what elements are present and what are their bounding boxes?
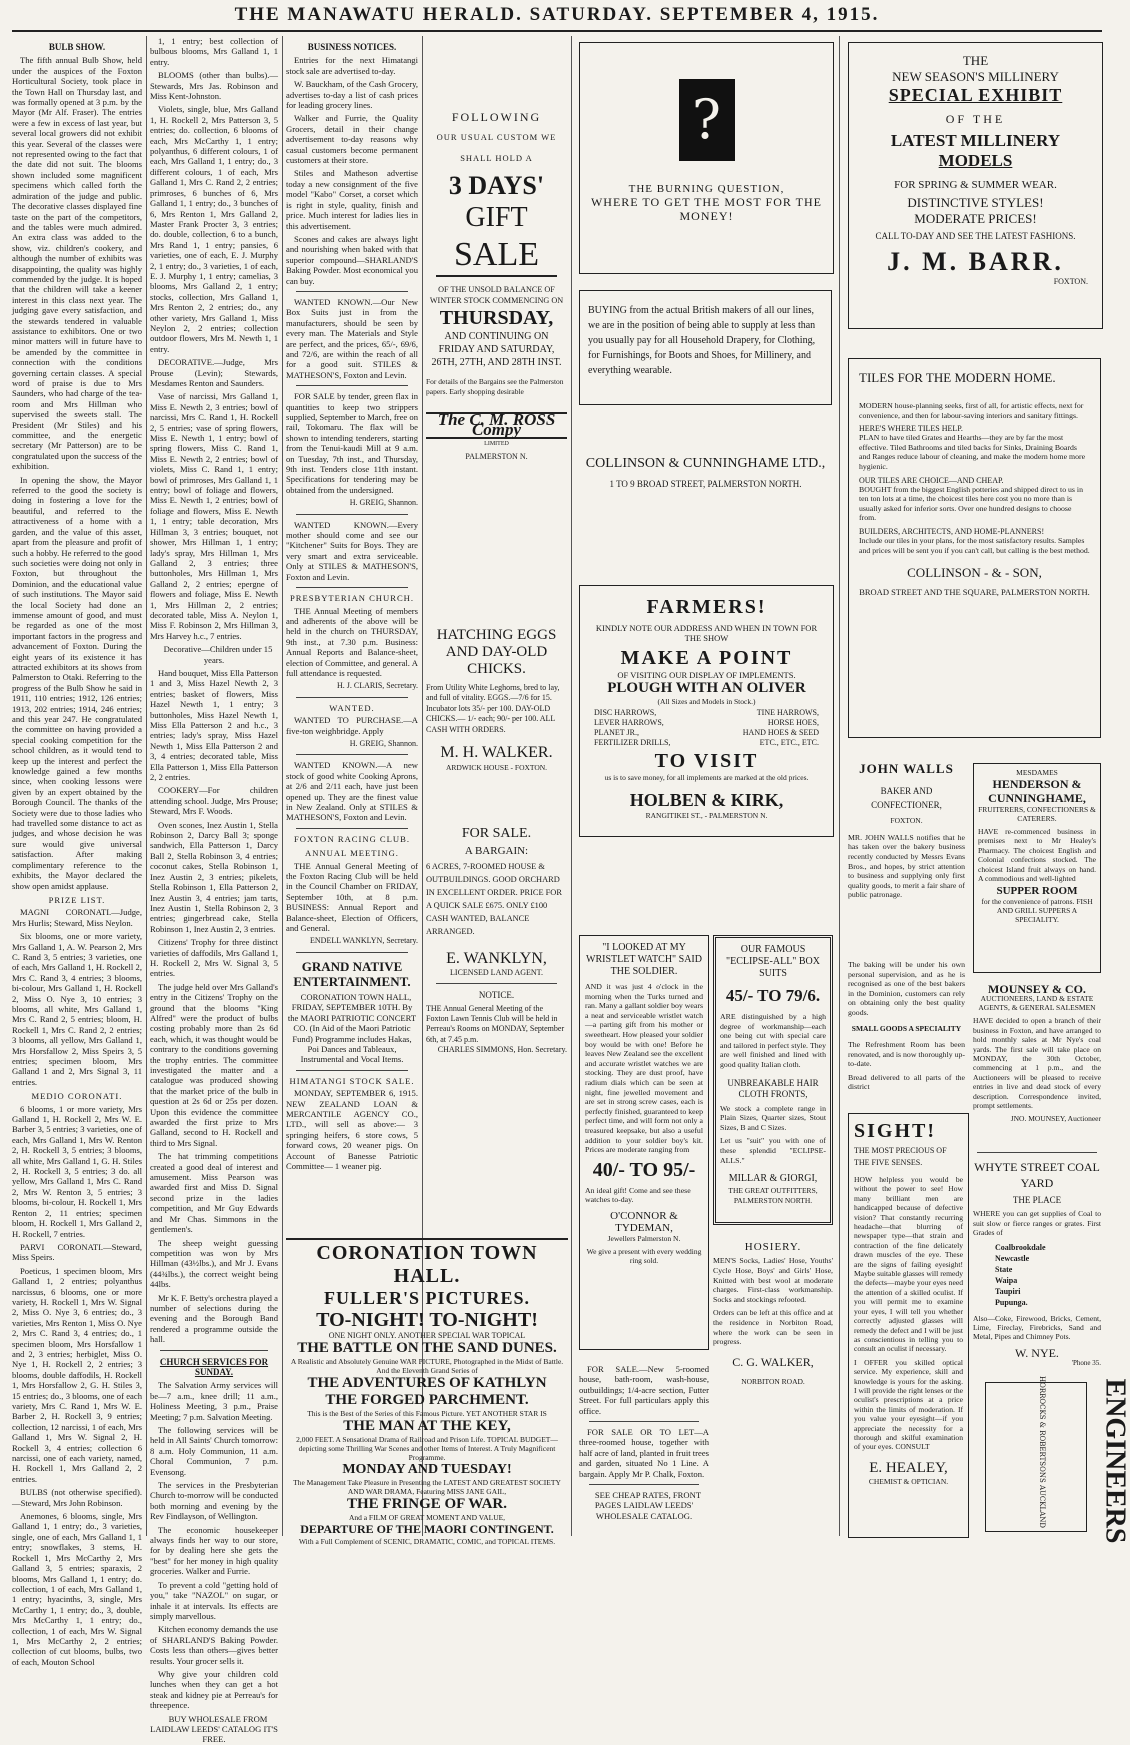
sight-heading: SIGHT! <box>854 1120 937 1142</box>
article-paragraph: The judge held over Mrs Galland's entry in the Citizens' Trophy on the ground that the blooms "King Alfred" were the product of bulbs costing probably more than 2s 6d each, which, it was thought would be contrary to the conditions governing the trophy entries. The committee investigated the matter and a catalogue was produced showing that the market price of the bulb in question at 2s 6d or 25s per dozen. Upon this evidence the committee awarded the first prize to Mrs Galland, second to H. Rockell and third to Mrs Signal. <box>150 981 278 1148</box>
walls-text3: The Refreshment Room has been renovated, and is now thoroughly up-to-date. <box>848 1039 965 1069</box>
coronation-line: This is the Best of the Series of this Famous Picture. YET ANOTHER STAR IS <box>307 1409 547 1418</box>
church-heading: CHURCH SERVICES FOR SUNDAY. <box>159 1356 269 1377</box>
article-paragraph: The fifth annual Bulb Show, held under the auspices of the Foxton Horticultural Society, took place in the Town Hall on Thursday last, and was formally opened at 3 p.m. by the Mayor (Mr Alf. Fraser). The entries were a few in excess of last year, but several local growers did not exhibit this year. Several of the classes were not represented owing to the fact that the date did not suit. The blooms shown included some magnificent specimens which called forth the admiration of the judge and public. The decorative classes displayed fine taste on the part of the competitors, and the tables were much admired. An extra class was added to the show, viz. children's cookery, and although the number of exhibits was disappointing, the quality was highly commended by the judge. It is hoped that the children will take a keener interest in this class next year. The judging gave every satisfaction, and the stewards tendered in valuable assistance to exhibitors. One or two minor matters will in future have to be amended by the committee in connection with the conditions governing certain classes. A special word of praise is due to Mrs Saunders, who had charge of the tea-room and Mrs Hillman who supervised the sweets stall. The President (Mr Stiles) and his committee, and the energetic secretary (Mr Patterson) are to be congratulated upon the success of the exhibition. <box>12 55 142 472</box>
church-paragraph: The following services will be held in All Saints' Church tomorrow: 8 a.m. Holy Communion, 11 a.m. Choral Communion, 7 p.m. Evensong. <box>150 1425 278 1477</box>
article-paragraph: BLOOMS (other than bulbs).—Stewards, Mrs Jas. Robinson and Miss Kent-Johnston. <box>150 70 278 102</box>
signature: ENDELL WANKLYN, Secretary. <box>310 936 418 946</box>
millinery-distinctive: DISTINCTIVE STYLES! <box>907 195 1044 210</box>
classified-ad: FOR SALE by tender, green flax in quantities to keep two strippers supplied, September to March, free on rail, Tokomaru. The flax will be shown to intending tenderers, starting from the Tenui-kaudi Mill at 9 a.m. on Tuesday, 7th inst., and Thursday, 9th inst. Tenders close 11th instant. Specifications for tendering may be obtained from the undersigned. <box>286 391 418 495</box>
walls-text2: The baking will be under his own personal supervision, and as he is recognised as one of the best bakers in the Dominion, customers can rely on obtaining only the best quality goods. <box>848 960 965 1017</box>
article-paragraph: Mr K. F. Betty's orchestra played a number of selections during the evening and the Borough Band rendered a programme outside the hall. <box>150 1292 278 1345</box>
grand-heading: GRAND NATIVE ENTERTAINMENT. <box>293 958 411 989</box>
millinery-special: SPECIAL EXHIBIT <box>888 85 1063 105</box>
implement-item: DISC HARROWS, <box>594 708 657 717</box>
millinery-spring: FOR SPRING & SUMMER WEAR. <box>894 179 1057 191</box>
column-prize-list <box>150 36 278 1745</box>
article-paragraph: COOKERY—For children attending school. Judge, Mrs Prouse; Steward, Mrs F. Woods. <box>150 785 278 817</box>
gift-days: 3 DAYS' <box>448 171 545 201</box>
wanklyn-name: E. WANKLYN, <box>446 950 547 968</box>
coronation-line: With a Full Complement of SCENIC, DRAMATIC, COMIC, and TOPICAL ITEMS. <box>298 1537 556 1546</box>
question-mark-icon: ? <box>580 79 833 161</box>
farmers-make: MAKE A POINT <box>620 647 793 669</box>
article-paragraph: Citizens' Trophy for three distinct varieties of daffodils, Mrs Galland 1, H. Rockell 2, Mrs W. Signal 3, 5 entries. <box>150 937 278 979</box>
implement-item: HORSE HOES, <box>767 718 819 727</box>
tiles-here-text: PLAN to have tiled Grates and Hearths—they are by far the most effective. Tiled Bathrooms and tiled backs for Sinks, Draining Boards and Ranges reduce labour of cleaning, and make the modern home more hygienic. <box>859 433 1086 471</box>
prize-paragraph: Six blooms, one or more variety, Mrs Galland 1, A. W. Pearson 2, Mrs C. Rand 3, 5 entries; 3 varieties, one of each, Mrs Galland 1, H. Rockell 2, Mrs C. Rand 3, 4 entries; 3 blooms, bi-colour, Mrs Galland 1, H. Rockell 2, Miss O. Nye 3, 10 entries; 3 blooms, all white, Mrs Galland 1, Mrs C. Rand 2, 5 entries; bloom, H. Rockell 1, Mrs C. Rand 2, 2 entries; 3 blooms, all yellow, Mrs Galland 1, Mrs Horsfallow 2, Miss Speirs 3, 5 entries; specimen bloom, Mrs Galland 1 and 2, Mrs Signal 3, 11 entries. <box>12 931 142 1087</box>
prize-subheading: MEDIO CORONATI. <box>31 1091 123 1102</box>
millinery-of-the: OF THE <box>945 112 1006 126</box>
coronation-line: And a FILM OF GREAT MOMENT AND VALUE, <box>348 1513 506 1522</box>
article-paragraph: Decorative—Children under 15 years. <box>163 644 273 665</box>
prize-list-heading: PRIZE LIST. <box>48 894 106 905</box>
article-paragraph: In opening the show, the Mayor referred to the good the society is doing in fostering a love for the beautiful, and referred to the attractiveness of a home with a garden, and the value of this asset, apart from the pleasure and profit of such a hobby. He referred to the good such societies were doing not only in Foxton, but throughout the Dominion, and the educational value of such institutions. The Mayor said the local Society had done an immense amount of good, and must be regarded as one of the most important factors in the progress and advancement of Foxton. During the eight years of its existence it has attracted exhibitors at its shows from Palmerston to Otaki. Referring to the progress of the Bulb Show he said in 1911, 110 entries; 1912, 126 entries; 1913, 202 entries; 1914, 246 entries; and this year 247. He congratulated the committee on having provided a special cooking competition for the school children, as it would tend to keep up the interest and perfect the knowledge gained a few months since, when cooking lessons were given by an expert obtained by the Borough Council. The thanks of the Society were due to those ladies who had travelled some distance to act as judges, and whose decision he was sure would give universal satisfaction. After making complimentary reference to the exhibits, the Mayor declared the show open amidst applause. <box>12 474 142 891</box>
eclipse-price: 45/- TO 79/6. <box>725 986 821 1005</box>
john-walls-ad <box>848 760 965 960</box>
classified-ad: THE Annual Meeting of members and adherents of the above will be held in the church on THURSDAY, 9th inst., at 7.30 p.m. Business: Annual Reports and Balance-sheet, election of Committee, and general. A full attendance is requested. <box>286 605 418 678</box>
collinson-ltd-name: COLLINSON & CUNNINGHAME LTD., <box>585 456 826 471</box>
walls-small: SMALL GOODS A SPECIALITY <box>851 1023 962 1033</box>
walls-text: MR. JOHN WALLS notifies that he has taken over the bakery business recently conducted by Messrs Evans Bros., and hopes, by strict attention to business and supplying only first quality goods, to merit a fair share of public patronage. <box>848 832 965 900</box>
forsale-heading: FOR SALE. <box>461 826 532 841</box>
eclipse-text: ARE distinguished by a high degree of workmanship—each one being cut with special care and tailored in perfect style. They are well finished and lined with good quality Italian cloth. <box>720 1012 826 1069</box>
hc-fruiterers: FRUITERERS, CONFECTIONERS & CATERERS. <box>978 805 1096 823</box>
walker-name: M. H. WALKER. <box>440 744 553 762</box>
divider <box>589 1484 699 1485</box>
coal-item: Coalbrookdale <box>995 1242 1046 1252</box>
coronation-fuller: FULLER'S PICTURES. <box>323 1288 531 1308</box>
bargain-text: 6 ACRES, 7-ROOMED HOUSE & OUTBUILDINGS. GOOD ORCHARD IN EXCELLENT ORDER. PRICE FOR A QUICK SALE £675. ONLY £100 CASH WANTED, BALANCE ARRANGED. <box>426 862 562 937</box>
implements-right <box>743 708 819 748</box>
millar-name: MILLAR & GIORGI, <box>728 1173 818 1185</box>
article-paragraph: Violets, single, blue, Mrs Galland 1, H. Rockell 2, Mrs Patterson 3, 5 entries; do. collection, 6 blooms of each, Mrs McCarthy 1, 1 entry; polyanthus, 6 different colours, 1 of each, Mrs Galland 1, 1 entry; do., 3 different colours, 1 of each, Mrs Galland 1, Mrs C. Rand 2, 2 entries; primroses, 6 bunches of 6, Mrs Galland 1, 1 entry; do., 3 bunches of 6, Mrs Renton 1, Mrs Galland 2, Master Frank Procter 3, 3 entries; do. double, collection, 6 to a bunch, Mrs Rand 1, 1 entry; pansies, 6 varieties, one of each, E. J. Murphy 2, 1 entry; do., 3 varieties, 1 of each, E. J. Murphy 1, 1 entry; camelias, 3 blooms, Mrs Galland 2, 1 entry; stocks, collection, Mrs Galland 1, Mrs Renton 2, 2 entries; do., any other variety, Mrs Galland 1, Miss Neylon 2, 2 entries; collection outdoor flowers, Mrs M. Newth 1, 1 entry. <box>150 104 278 354</box>
divider <box>296 1070 408 1071</box>
classified-ad: THE Annual General Meeting of the Foxton Racing Club will be held in the Council Chamber on FRIDAY, September 10th, at 8 p.m. BUSINESS: Annual Report and Balance-sheet, Election of Officers, and General. <box>286 860 418 934</box>
buying-text: BUYING from the actual British makers of all our lines, we are in the position of being able to supply at less than you usually pay for all Household Drapery, for Clothing, for Furnishings, for Boots and Shoes, for Millinery, and everything wearable. <box>588 305 816 376</box>
hatching-heading: HATCHING EGGS AND DAY-OLD CHICKS. <box>436 627 557 677</box>
notice-paragraph: Scones and cakes are always light and nourishing when baked with that superior compound—SHARLAND'S Baking Powder. Most economical you can buy. <box>286 233 418 286</box>
engineers-sub: HORROCKS & ROBERTSONS AUCKLAND <box>1037 1376 1046 1528</box>
signature: H. GREIG, Shannon. <box>349 738 418 748</box>
prize-paragraph: BULBS (not otherwise specified).—Steward, Mrs John Robinson. <box>12 1487 142 1508</box>
classified-ad: WANTED KNOWN.—A new stock of good white Cooking Aprons, at 2/6 and 2/11 each, have just been opened up. They are the finest value in New Zealand. Only at STILES & MATHESON'S, Foxton and Levin. <box>286 760 418 823</box>
church-paragraph: The Salvation Army services will be—7 a.m., knee drill; 11 a.m., Holiness Meeting, 3 p.m., Praise Meeting; 7 p.m. Salvation Meeting. <box>150 1380 278 1422</box>
gift-word: GIFT <box>465 202 528 234</box>
business-heading: BUSINESS NOTICES. <box>307 42 397 52</box>
hosiery-ad <box>713 1240 833 1540</box>
unbreakable-text2: Let us "suit" you with one of these splendid "ECLIPSE-ALLS." <box>720 1136 826 1165</box>
sight-text: HOW helpless you would be without the power to see! How many brilliant men are handicapped because of defective vision? That constantly recurring headache—that blurring of newspaper type—that strain and contraction of the fine delicately drawn muscles of the eye. These are the signs of failing eyesight! Maybe suitable glasses will remedy the defects—maybe your eyes need the attention of a skilled oculist. If you will permit me to examine your eyes, I will tell you whether correctly adjusted glasses will remedy the defect and I will be just as conscientious in telling you to consult an oculist if necessary. <box>854 1175 963 1354</box>
millinery-latest: LATEST MILLINERY <box>890 131 1061 150</box>
notice-paragraph: W. Bauckham, of the Cash Grocery, advertises to-day a list of cash prices for leading grocery lines. <box>286 79 418 111</box>
divider <box>296 514 408 515</box>
coronation-parchment: THE FORGED PARCHMENT. <box>325 1392 529 1408</box>
gift-unsold: OF THE UNSOLD BALANCE OF WINTER STOCK COMMENCING ON <box>429 285 564 305</box>
coronation-tonight: TO-NIGHT! TO-NIGHT! <box>316 1309 538 1331</box>
ross-limited: LIMITED <box>484 440 509 447</box>
coronation-line: 2,000 FEET. A Sensational Drama of Railroad and Prison Life. TOPICAL BUDGET—depicting some Thrilling War Scenes and other Items of Interest. A Truly Magnificent Programme. <box>296 1435 558 1462</box>
divider <box>160 1350 268 1351</box>
tiles-ad <box>848 358 1101 738</box>
implement-item: TINE HARROWS, <box>756 708 819 717</box>
engineers-ad <box>985 1376 1130 1544</box>
church-paragraph: Kitchen economy demands the use of SHARLAND'S Baking Powder. Costs less than others—gives better results. Your grocer sells it. <box>150 1624 278 1666</box>
engineers-title: ENGINEERS <box>1099 1378 1130 1544</box>
classified-ad: SEE CHEAP RATES, FRONT PAGES LAIDLAW LEEDS' WHOLESALE CATALOG. <box>594 1490 702 1521</box>
divider <box>977 1152 1097 1153</box>
healey-sub: CHEMIST & OPTICIAN. <box>868 1476 949 1486</box>
gift-sale-word: SALE <box>436 235 557 277</box>
gift-details: For details of the Bargains see the Palmerston papers. Early shopping desirable <box>426 377 564 397</box>
coronation-battle: THE BATTLE ON THE SAND DUNES. <box>297 1340 557 1356</box>
millinery-ad <box>848 42 1103 329</box>
prize-paragraph: Anemones, 6 blooms, single, Mrs Galland 1, 1 entry; do., 3 varieties, single, one of each, Mrs Galland 1, 1 entry; snowflakes, 3 stems, H. Rockell 1, Mrs McCarthy 2, Mrs Galland 3, 5 entries; sparaxis, 2 blooms, Mrs Galland 1, 1 entry; do. collection, 1 of each, Mrs Galland 1, 1 entry; hyacinths, 3, single, Mrs McCarthy 1, 1 entry; do., 3, double, Mrs McCarthy 1, 1 entry; do., collection, 1 of each, Mrs W. Signal 1, Mrs McCarthy 2, 2 entries; collection of cut blooms, bulbs, two of each, Mouton School <box>12 1511 142 1667</box>
farmers-kindly: KINDLY NOTE OUR ADDRESS AND WHEN IN TOWN FOR THE SHOW <box>595 623 818 643</box>
coronation-line: The Management Take Pleasure in Presenting the LATEST AND GREATEST SOCIETY AND WAR DRAMA, Featuring MISS JANE GAIL, <box>293 1478 561 1496</box>
collinson-son-address: BROAD STREET AND THE SQUARE, PALMERSTON NORTH. <box>859 587 1090 598</box>
church-paragraph: The economic housekeeper always finds her way to our store, for by dealing here she gets the "best" for her money in high quality groceries. Walker and Furrie. <box>150 1524 278 1577</box>
coal-place: THE PLACE <box>1012 1195 1062 1205</box>
mounsey-sub: AUCTIONEERS, LAND & ESTATE AGENTS, & GENERAL SALESMEN <box>978 994 1096 1013</box>
hosiery-text2: Orders can be left at this office and at the residence in Norbiton Road, where the work can be seen in progress. <box>713 1308 833 1347</box>
cg-walker-name: C. G. WALKER, <box>732 1354 814 1369</box>
church-paragraph: To prevent a cold "getting hold of you," take "NAZOL" on sugar, or inhale it at intervals. Its effects are simply marvellous. <box>150 1579 278 1621</box>
implement-item: HAND HOES & SEED <box>742 728 819 737</box>
wanted-heading: WANTED. <box>329 702 375 713</box>
farmers-visit: TO VISIT <box>654 750 759 772</box>
prize-paragraph: PARVI CORONATI.—Steward, Miss Speirs. <box>12 1241 142 1263</box>
nye-name: W. NYE. <box>1015 1345 1059 1360</box>
hc-supper-sub: for the convenience of patrons. FISH AND GRILL SUPPERS A SPECIALITY. <box>981 897 1093 925</box>
henderson-ad <box>973 763 1101 973</box>
farmers-plough: PLOUGH WITH AN OLIVER <box>607 680 806 696</box>
article-paragraph: The hat trimming competitions created a good deal of interest and amusement. Miss Pearson was awarded first and Miss D. Signal second prize in the ladies competition, and Mr Guy Edwards and Mr Chas. Simmons in the gentlemen's. <box>150 1151 278 1235</box>
walls-text4: Bread delivered to all parts of the district <box>848 1072 965 1092</box>
column-rule <box>839 36 840 1536</box>
classified-ad: FOR SALE.—New 5-roomed house, bath-room, wash-house, outbuildings; 1/4-acre section, Futter Street. For full particulars apply this office. <box>579 1364 709 1416</box>
presbyterian-heading: PRESBYTERIAN CHURCH. <box>289 593 415 604</box>
hosiery-heading: HOSIERY. <box>744 1241 802 1253</box>
healey-name: E. HEALEY, <box>869 1459 948 1476</box>
millinery-models: MODELS <box>938 151 1013 170</box>
watch-heading: "I LOOKED AT MY WRISTLET WATCH" SAID THE SOLDIER. <box>586 942 702 977</box>
tiles-heading: TILES FOR THE MODERN HOME. <box>859 370 1056 385</box>
barr-foxton: FOXTON. <box>1053 277 1088 286</box>
coal-item: Taupiri <box>995 1286 1021 1296</box>
buying-ad <box>579 290 832 405</box>
oconnor-note: We give a present with every wedding ring sold. <box>586 1246 702 1265</box>
watch-text: AND it was just 4 o'clock in the morning when the Turks turned and ran. Many a gallant soldier boy wears a neat and serviceable wristlet watch—a parting gift from his mother or sweetheart. How pleased your soldier boy would be with one! Before he leaves New Zealand see the excellent and accurate wristlet watches we are stocking. They are dust proof, have radium dials which can be seen at night, fine jewelled movement and are set in strong screw cases, each is perfectly finished, guaranteed to keep perfect time, and will form not only a treasured keepsake, but also a useful addition to your soldier boy's kit. Prices are moderate ranging from <box>585 982 703 1155</box>
signature: H. J. CLARIS, Secretary. <box>336 681 418 691</box>
tiles-choice: OUR TILES ARE CHOICE—AND CHEAP. <box>859 475 1004 485</box>
classified-ad: WANTED TO PURCHASE.—A five-ton weighbridge. Apply <box>286 715 418 736</box>
coronation-heading: CORONATION TOWN HALL. <box>286 1238 568 1288</box>
church-paragraph: Why give your children cold lunches when they can get a hot steak and kidney pie at Perreau's for threepence. <box>150 1668 278 1711</box>
gift-continue: AND CONTINUING ON FRIDAY AND SATURDAY, 26TH, 27TH, AND 28TH INST. <box>431 331 562 369</box>
sight-ad <box>848 1113 969 1538</box>
oconnor-sub: Jewellers Palmerston N. <box>607 1233 681 1243</box>
coal-list <box>973 1242 1101 1308</box>
notice-text: THE Annual General Meeting of the Foxton Lawn Tennis Club will be held in Perreau's Rooms on MONDAY, September 6th, at 7.45 p.m. <box>426 1003 565 1044</box>
watch-price: 40/- TO 95/- <box>592 1158 696 1181</box>
column-rule <box>282 36 283 1536</box>
implement-item: PLANET JR., <box>594 728 639 737</box>
prize-paragraph: MAGNI CORONATI.—Judge, Mrs Hurlis; Steward, Miss Neylon. <box>12 907 142 928</box>
church-paragraph: BUY WHOLESALE FROM LAIDLAW LEEDS' CATALOG IT'S FREE. <box>150 1713 278 1745</box>
church-paragraph: The services in the Presbyterian Church to-morrow will be conducted both morning and evening by the Rev Findlayson, of Wellington. <box>150 1480 278 1522</box>
article-paragraph: The sheep weight guessing competition was won by Mrs Hillman (43½lbs.), and Mr J. Evans (44¾lbs.), the correct weight being 44lbs. <box>150 1237 278 1290</box>
racing-subheading: ANNUAL MEETING. <box>305 848 399 859</box>
divider <box>296 697 408 698</box>
ross-logo: The C. M. ROSS Compy <box>426 412 567 439</box>
column-rule <box>146 36 147 1536</box>
farmers-heading: FARMERS! <box>646 596 767 618</box>
implement-item: FERTILIZER DRILLS, <box>594 738 671 747</box>
coal-item: State <box>995 1264 1013 1274</box>
article-paragraph: Vase of narcissi, Mrs Galland 1, Miss E. Newth 2, 3 entries; bowl of narcissi, Mrs C. Rand 1, H. Rockell 2, 5 entries; vase of spring flowers, Miss E. Newth 1, 1 entry; bowl of spring flowers, Miss C. Rand 1, Miss E. Newth 2, 2 entries; bowl of violets, Miss C. Rand 1, 1 entry; bowl of primroses, Mrs Galland 1, 1 entry; bowl of foliage and flowers, Miss E. Newth 1, 2 entries; bowl of foliage and flowers, Miss E. Newth 1, 1 entry; table decoration, Mrs Hillman 3, 3 entries; bouquet, not shower, Mrs Hillman 1, 1 entry; lady's spray, Mrs Hillman 1, Mrs Galland 2, 3 entries; three buttonholes, Mrs Hillman 1, Mrs Galland 2, 2 entries; epergne of flowers and foliage, Miss E. Newth 1, Mrs Hillman 2, 2 entries; decorated table, Miss A. Neylon 1, Miss F. Robinson 2, Mrs Hillman 3, Mrs Harvey h.c., 7 entries. <box>150 391 278 641</box>
mounsey-name: MOUNSEY & CO. <box>988 982 1086 996</box>
sight-text2: I OFFER you skilled optical service. My experience, skill and knowledge is yours for the asking. I will provide the right lenses or the oculist's prescriptions at a price within the limits of moderation. If you value your eyesight—if you appreciate the necessity for a thorough and skilful examination of your eyes. CONSULT <box>854 1357 963 1452</box>
collinson-ltd-address: 1 TO 9 BROAD STREET, PALMERSTON NORTH. <box>609 479 802 489</box>
gift-following: FOLLOWING <box>451 110 542 124</box>
ross-palmerston: PALMERSTON N. <box>465 452 528 462</box>
farmers-display: OF VISITING OUR DISPLAY OF IMPLEMENTS. <box>617 670 796 680</box>
farmers-plough-sub: (All Sizes and Models in Stock.) <box>657 697 756 706</box>
wanklyn-title: LICENSED LAND AGENT. <box>450 967 543 977</box>
john-walls-ad-cont <box>848 960 965 1105</box>
coronation-line: A Realistic and Absolutely Genuine WAR PICTURE, Photographed in the Midst of Battle. And the Eleventh Grand Series of <box>290 1357 564 1375</box>
hc-text: HAVE re-commenced business in premises next to Mr Healey's Pharmacy. The choicest English and Colonial confections stocked. The choicest Island fruit always on hand. A commodious and well-lighted <box>978 827 1096 884</box>
divider <box>296 952 408 953</box>
mounsey-text: HAVE decided to open a branch of their business in Foxton, and have arranged to hold monthly sales at Mr Nye's coal yards. The first sale will take place on MONDAY, the 30th October, commencing at 1 p.m., and the Auctioneers will be pleased to receive entries in live and dead stock of every description. Correspondence invited, prompt settlements. <box>973 1016 1101 1111</box>
hc-supper: SUPPER ROOM <box>996 885 1078 898</box>
farmers-ad <box>579 585 834 837</box>
barr-name: J. M. BARR. <box>887 247 1064 276</box>
millinery-the: THE <box>962 53 989 68</box>
classified-ad: FOR SALE OR TO LET—A three-roomed house, together with half acre of land, planted in fruit trees and garden, situated No 1 Line. A bargain. Apply Mr P. Chalk, Foxton. <box>579 1427 709 1479</box>
coal-also: Also—Coke, Firewood, Bricks, Cement, Lime, Fireclay, Firebricks, Sand and Metal, Pipes and Chimney Pots. <box>973 1313 1101 1342</box>
gift-thursday: THURSDAY, <box>439 307 554 330</box>
classified-ad: WANTED KNOWN.—Our New Box Suits just in from the manufacturers, should be seen by every man. The Materials and Style are perfect, and the prices, 65/-, 69/6, and 72/6, are within the reach of all for a good suit. STILES & MATHESON'S, Foxton and Levin. <box>286 296 418 380</box>
signature: H. GREIG, Shannon. <box>349 498 418 508</box>
oconnor-name: O'CONNOR & TYDEMAN, <box>610 1209 678 1234</box>
notice-heading: NOTICE. <box>478 990 515 1001</box>
divider <box>296 291 408 292</box>
column-bulb-show <box>12 36 142 1667</box>
article-paragraph: Hand bouquet, Miss Ella Patterson 1 and 3, Miss Hazel Newth 2, 3 entries; basket of flowers, Miss Hazel Newth 1, 1 entry; 3 buttonholes, Miss Hazel Newth 1, Miss Ella Patterson 2 and h.c., 3 entries; lady's spray, Miss Hazel Newth 1, Miss Ella Patterson 2 and 3, 4 entries; decorated table, Miss Ella Patterson 1, Miss Ella Patterson 2, 2 entries. <box>150 667 278 783</box>
article-heading: BULB SHOW. <box>48 42 106 52</box>
mounsey-signature: JNO. MOUNSEY, Auctioneer <box>1010 1114 1101 1124</box>
tiles-here: HERE'S WHERE TILES HELP. <box>859 424 963 434</box>
prize-paragraph: Poeticus, 1 specimen bloom, Mrs Galland 1, 2 entries; polyanthus narcissus, 6 blooms, one or more variety, H. Rockell 1, Mrs W. Signal 2, Miss O. Nye 3, 6 entries; do., 3 varieties, Mrs Renton 1, Miss O. Nye 2, Mrs C. Rand 3, 4 entries; do., 1 specimen bloom, Mrs Horsfallow 1 and 2, 3 entries; herbiglet, Miss O. Nye 1, H. Rockell 2, 2 entries; 3 blooms, double daffodils, H. Rockell 1, Mrs Horsfallow 2, G. H. Stiles 3, 15 entries; do., 3 blooms, one of each variety, Mrs C. Rand 1, Mrs W. E. Barber 2, H. Rockell 3, 9 entries; collection, 12 narcissi, 1 of each, Mrs Galland 1, Mrs W. Signal 2, H. Rockell 3, 4 entries; collection 6 narcissi, one of each variety, named, H. Rockell 1, Mrs Galland 2, 2 entries. <box>12 1265 142 1484</box>
implements-left <box>594 708 670 748</box>
tiles-choice-text: BOUGHT from the biggest English potteries and shipped direct to us in ten ton lots at a time, the choicest tiles here cost you no more than is usually asked for inferior sorts. Over one hundred designs to choose from. <box>859 484 1083 523</box>
burning-title: THE BURNING QUESTION, <box>628 183 785 195</box>
classified-ad: WANTED KNOWN.—Every mother should come and see our "Kitchener" Suits for Boys. They are very smart and extra serviceable. Only at STILES & MATHESON'S, Foxton and Levin. <box>286 519 418 582</box>
bargain-heading: A BARGAIN: <box>464 845 529 857</box>
walls-foxton: FOXTON. <box>890 816 923 826</box>
holben-address: RANGITIKEI ST., - PALMERSTON N. <box>645 811 768 820</box>
implement-item: LEVER HARROWS, <box>594 718 664 727</box>
divider <box>296 754 408 755</box>
coronation-departure: DEPARTURE OF THE MAORI CONTINGENT. <box>300 1522 554 1536</box>
implements-list <box>580 706 833 750</box>
holben-name: HOLBEN & KIRK, <box>629 790 784 810</box>
classified-ad: MONDAY, SEPTEMBER 6, 1915. NEW ZEALAND LOAN & MERCANTILE AGENCY CO., LTD., will sell as above:— 3 springing heifers, 6 store cows, 5 forward cows, 20 weaner pigs. On Account of Banesse Patriotic Committee— 1 weaner pig. <box>286 1088 418 1171</box>
unbreakable-heading: UNBREAKABLE HAIR CLOTH FRONTS, <box>727 1077 819 1099</box>
coal-item: Waipa <box>995 1275 1018 1285</box>
article-paragraph: Oven scones, Inez Austin 1, Stella Robinson 2, Darcy Ball 3; sponge sandwich, Ella Patterson 1, Darcy Ball 2, Stella Robinson 3, 4 entries; coconut cakes, Stella Robinson 1, Inez Austin 2, 3 entries; pikelets, Stella Robinson 1, Ella Patterson 2, Inez Austin 3, 4 entries; jam tarts, Inez Austin 1, Stella Robinson 2, 3 entries; gingerbread cake, Stella Robinson 1, Inez Austin 2, 3 entries. <box>150 819 278 934</box>
himatangi-heading: HIMATANGI STOCK SALE. <box>289 1075 415 1086</box>
column-for-sale <box>426 825 567 1145</box>
coal-yard-ad <box>973 1152 1101 1377</box>
tiles-text: MODERN house-planning seeks, first of all, for artistic effects, next for convenience, and then for labour-saving interiors and sanitary fittings. <box>859 401 1084 420</box>
divider <box>296 828 408 829</box>
prize-paragraph: 6 blooms, 1 or more variety, Mrs Galland 1, H. Rockell 2, Mrs W. E. Barber 3, 5 entries; 3 varieties, one of each, Mrs Galland 1, Mrs W. Renton 2, H. Rockell 3, 5 entries; 3 blooms, all white, Mrs Galland 1, G. H. Stiles 2, H. Rockell 3, 5 entries; 3 do. all yellow, Mrs Galland 1, Mrs C. Rand 2, Mrs W. Renton 3, 5 entries; 3 blooms, bi-colour, H. Rockell 1, Mrs Renton 2, 11 entries; specimen bloom, H. Rockell 1, Mrs Galland 2, H. Rockell, 7 entries. <box>12 1103 142 1239</box>
millar-sub: THE GREAT OUTFITTERS, PALMERSTON NORTH. <box>728 1186 818 1206</box>
implement-item: ETC., ETC., ETC. <box>759 738 819 747</box>
hc-mesdames: MESDAMES <box>1016 768 1058 777</box>
coal-heading: WHYTE STREET COAL YARD <box>974 1160 1100 1190</box>
notice-paragraph: Entries for the next Himatangi stock sale are advertised to-day. <box>286 55 418 76</box>
hosiery-text: MEN'S Socks, Ladies' Hose, Youths' Cycle Hose, Boys' and Girls' Hose, Knitted with best wool at moderate charges. First-class workmanship. Socks and stockings refooted. <box>713 1256 833 1304</box>
notice-signature: CHARLES SIMMONS, Hon. Secretary. <box>437 1045 567 1055</box>
collinson-son-name: COLLINSON - & - SON, <box>907 565 1042 581</box>
coronation-line: ONE NIGHT ONLY. ANOTHER SPECIAL WAR TOPICAL <box>328 1331 526 1340</box>
coronation-key: THE MAN AT THE KEY, <box>343 1418 511 1434</box>
coal-item: Pupunga. <box>995 1297 1028 1307</box>
coal-where: WHERE you can get supplies of Coal to suit slow or fierce ranges or grates. First Grades of <box>973 1209 1101 1238</box>
masthead: THE MANAWATU HERALD. SATURDAY. SEPTEMBER 4, 1915. <box>234 4 880 25</box>
divider <box>436 983 557 984</box>
divider <box>296 587 408 588</box>
walls-baker: BAKER AND CONFECTIONER, <box>871 786 942 811</box>
nye-phone: 'Phone 35. <box>1071 1359 1101 1368</box>
burning-subtitle: WHERE TO GET THE MOST FOR THE MONEY! <box>590 195 822 223</box>
coronation-kathlyn: THE ADVENTURES OF KATHLYN <box>307 1375 547 1391</box>
mounsey-ad <box>973 976 1101 1146</box>
gift-shall: SHALL HOLD A <box>460 152 533 163</box>
cg-walker-sub: NORBITON ROAD. <box>741 1377 805 1387</box>
coronation-fringe: THE FRINGE OF WAR. <box>346 1496 508 1512</box>
millinery-moderate: MODERATE PRICES! <box>914 211 1037 226</box>
burning-question-ad <box>579 42 834 274</box>
coronation-hall-ad <box>286 1238 568 1546</box>
classified-ad: CORONATION TOWN HALL, FRIDAY, SEPTEMBER 10TH. By the MAORI PATRIOTIC CONCERT CO. (In Aid of the Maori Patriotic Fund) Programme includes Hakas, Poi Dances and Tableaux, Instrumental and Vocal Items. <box>287 991 417 1065</box>
unbreakable-text: We stock a complete range in Plain Sizes, Quarter sizes, Stout Sizes, B and C Sizes. <box>720 1103 826 1132</box>
masthead-rule <box>12 30 1102 32</box>
tiles-builders-text: Include our tiles in your plans, for the most satisfactory results. Samples and prices will be sent you if you can't call, but calling is the best method. <box>859 535 1090 555</box>
gift-custom: OUR USUAL CUSTOM WE <box>436 132 557 143</box>
column-rule <box>571 36 572 1536</box>
divider <box>589 1421 699 1422</box>
walker-address: ARDWICK HOUSE - FOXTON. <box>445 763 548 773</box>
eclipse-heading: OUR FAMOUS "ECLIPSE-ALL" BOX SUITS <box>726 944 820 979</box>
sight-precious: THE MOST PRECIOUS OF THE FIVE SENSES. <box>854 1146 947 1167</box>
divider <box>296 385 408 386</box>
hc-name: HENDERSON & CUNNINGHAME, <box>988 777 1086 805</box>
article-paragraph: 1, 1 entry; best collection of bulbous blooms, Mrs Galland 1, 1 entry. <box>150 36 278 67</box>
eclipse-suits-ad <box>713 935 833 1225</box>
tiles-builders: BUILDERS, ARCHITECTS, AND HOME-PLANNERS! <box>859 526 1045 536</box>
notice-paragraph: Stiles and Matheson advertise today a new consignment of the five model "Kabo" Corset, a corset which is right in style, quality, finish and price. Much interest for ladies lies in this advertisement. <box>286 168 418 231</box>
millinery-call: CALL TO-DAY AND SEE THE LATEST FASHIONS. <box>875 231 1076 241</box>
millinery-new-season: NEW SEASON'S MILLINERY <box>892 69 1059 84</box>
farmers-visit-sub: us is to save money, for all implements are marked at the old prices. <box>604 773 809 782</box>
collinson-ltd-ad <box>579 445 832 545</box>
article-paragraph: DECORATIVE.—Judge, Mrs Prouse (Levin); Stewards, Mesdames Renton and Saunders. <box>150 357 278 388</box>
small-ads <box>579 1364 709 1539</box>
wristlet-watch-ad <box>579 935 709 1350</box>
watch-sub: An ideal gift! Come and see these watches to-day. <box>585 1185 691 1204</box>
coronation-monday: MONDAY AND TUESDAY! <box>342 1462 512 1477</box>
notice-paragraph: Walker and Furrie, the Quality Grocers, detail in their change advertisement to-day reasons why casual customers become permanent customers at their store. <box>286 113 418 166</box>
hatching-text: From Utility White Leghorns, bred to lay, and full of vitality. EGGS.—7/6 for 15. Incubator lots 35/- per 100. DAY-OLD CHICKS.— 1/- each; 90/- per 100. ALL CASH WITH ORDERS. <box>426 683 560 734</box>
racing-heading: FOXTON RACING CLUB. <box>293 833 410 844</box>
coal-item: Newcastle <box>995 1253 1030 1263</box>
walls-name: JOHN WALLS <box>859 761 954 776</box>
